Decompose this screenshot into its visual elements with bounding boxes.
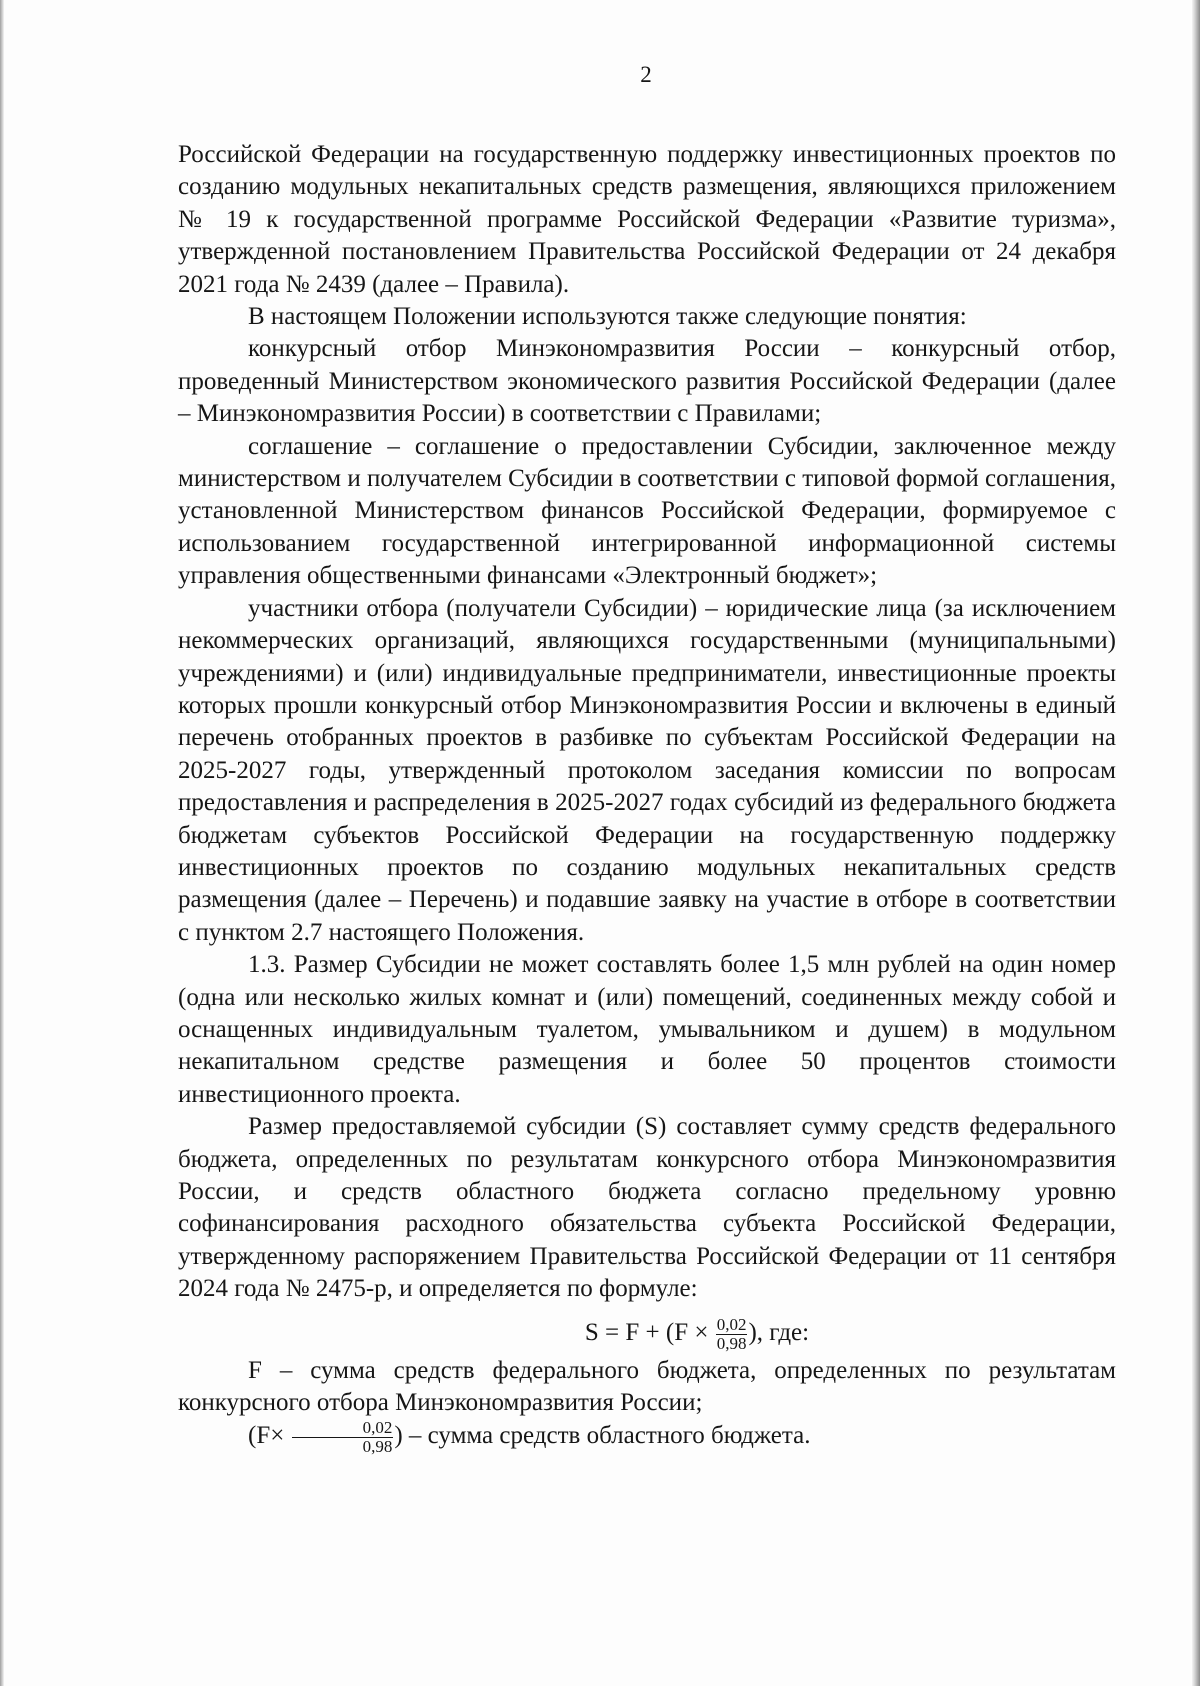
definition-numerator: 0,02	[292, 1419, 394, 1438]
formula-denominator: 0,98	[716, 1333, 747, 1353]
definition-denominator: 0,98	[362, 1437, 393, 1457]
paragraph-term-agreement: соглашение – соглашение о предоставлении Субсидии, заключенное между министерством и получателем Субсидии в соответствии с типовой формой соглашения, установленной Министерством финансов Российской Федерации, формируемое с использованием государственной интегрированной информационной системы управления общественными финансами «Электронный бюджет»;	[178, 432, 1116, 590]
paragraph-terms-intro: В настоящем Положении используются также следующие понятия:	[248, 303, 967, 331]
document-body	[178, 139, 1116, 1456]
definition-regional-suffix: ) – сумма средств областного бюджета.	[394, 1422, 811, 1450]
paragraph-rules-reference: Российской Федерации на государственную поддержку инвестиционных проектов по созданию модульных некапитальных средств размещения, являющихся приложением № 19 к государственной программе Российской Федерации «Развитие туризма», утвержденной постановлением Правительства Российской Федерации от 24 декабря 2021 года № 2439 (далее – Правила).	[178, 141, 1116, 298]
paragraph-term-competitive-selection: конкурсный отбор Минэкономразвития России – конкурсный отбор, проведенный Министерством экономического развития Российской Федерации (далее – Минэкономразвития России) в соответствии с Правилами;	[178, 335, 1116, 428]
subsidy-formula	[178, 1316, 1116, 1353]
paragraph-subsidy-calculation: Размер предоставляемой субсидии (S) составляет сумму средств федерального бюджета, определенных по результатам конкурсного отбора Минэкономразвития России, и средств областного бюджета согласно предельному уровню софинансирования расходного обязательства субъекта Российской Федерации, утвержденному распоряжением Правительства Российской Федерации от 11 сентября 2024 года № 2475-р, и определяется по формуле:	[178, 1113, 1116, 1303]
page-number: 2	[640, 62, 652, 87]
formula-numerator: 0,02	[716, 1314, 747, 1334]
definition-fraction	[292, 1419, 394, 1456]
paragraph-subsidy-size: 1.3. Размер Субсидии не может составлять более 1,5 млн рублей на один номер (одна или несколько жилых комнат и (или) помещений, соединенных между собой и оснащенных индивидуальным туалетом, умывальником и душем) в модульном некапитальном средстве размещения и более 50 процентов стоимости инвестиционного проекта.	[178, 951, 1116, 1108]
definition-regional-funds	[178, 1419, 1116, 1456]
paragraph-term-participants: участники отбора (получатели Субсидии) – юридические лица (за исключением некоммерческих организаций, являющихся государственными (муниципальными) учреждениями) и (или) индивидуальные предприниматели, инвестиционные проекты которых прошли конкурсный отбор Минэкономразвития России и включены в единый перечень отобранных проектов в разбивке по субъектам Российской Федерации на 2025-2027 годы, утвержденный протоколом заседания комиссии по вопросам предоставления и распределения в 2025-2027 годах субсидий из федерального бюджета бюджетам субъектов Российской Федерации на государственную поддержку инвестиционных проектов по созданию модульных некапитальных средств размещения (далее – Перечень) и подавшие заявку на участие в отборе в соответствии с пунктом 2.7 настоящего Положения.	[178, 594, 1116, 946]
scan-edge-left	[0, 0, 4, 1686]
formula-lhs: S = F + (F ×	[584, 1318, 709, 1346]
definition-regional-prefix: (F×	[248, 1422, 285, 1450]
formula-fraction	[716, 1316, 748, 1353]
formula-tail: ), где:	[748, 1318, 810, 1346]
scan-edge-right	[1192, 0, 1200, 1686]
definition-federal-funds: F – сумма средств федерального бюджета, определенных по результатам конкурсного отбора Минэкономразвития России;	[178, 1356, 1116, 1417]
